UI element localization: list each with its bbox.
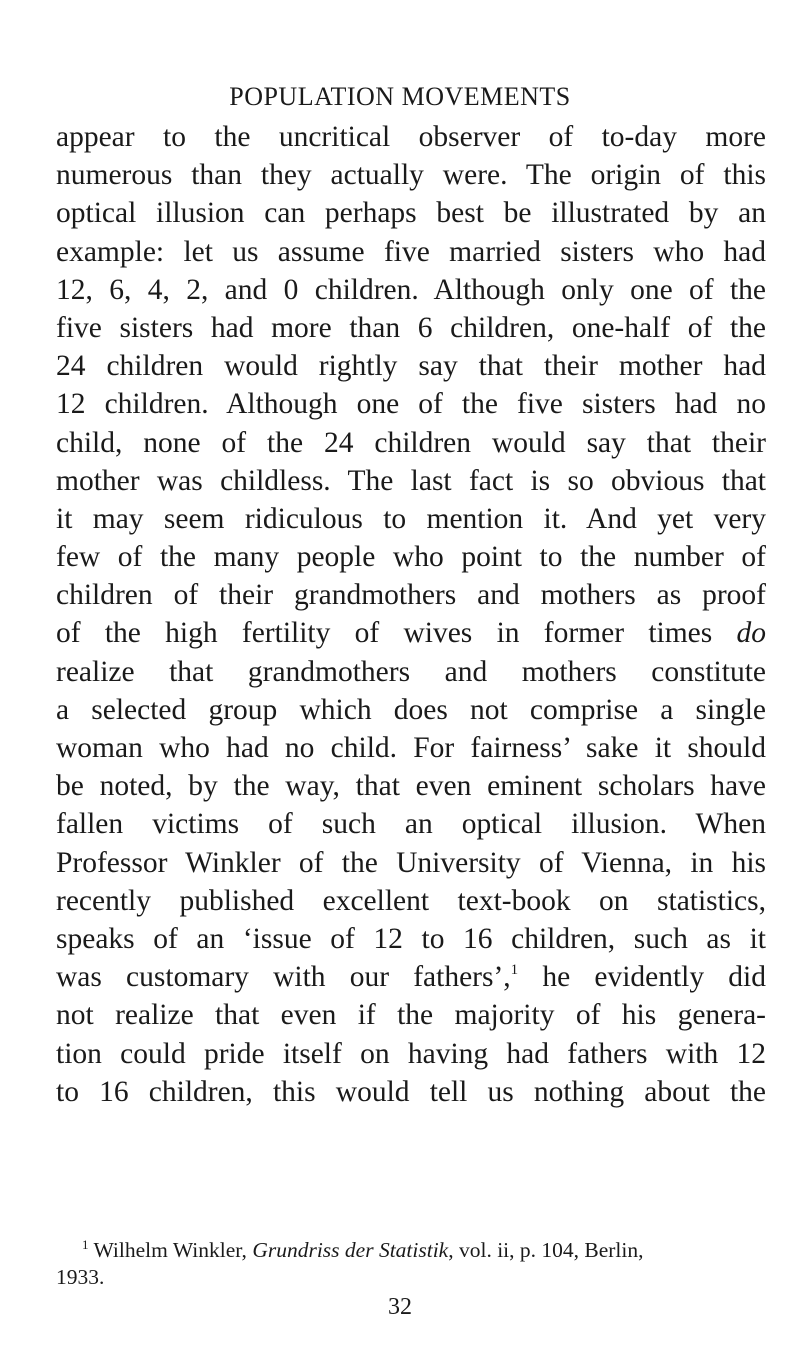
running-head: POPULATION MOVEMENTS	[229, 82, 571, 111]
text-line: fallen victims of such an optical illusion. When	[56, 808, 766, 841]
text-line: recently published excellent text-book on statistics,	[56, 884, 766, 917]
page-number: 32	[388, 1294, 412, 1320]
text-line: appear to the uncritical observer of to-day more	[56, 121, 766, 153]
text-line: be noted, by the way, that even eminent scholars have	[56, 770, 766, 803]
text-line: to 16 children, this would tell us nothing about the	[56, 1075, 766, 1108]
text-line: 12 children. Although one of the five sisters had no	[56, 388, 766, 421]
text-line: numerous than they actually were. The origin of this	[56, 159, 766, 192]
footnote	[56, 1237, 766, 1291]
text-line: children of their grandmothers and mothers as proof	[56, 579, 766, 612]
text-line: speaks of an ‘issue of 12 to 16 children, such as it	[56, 922, 766, 955]
text-line: Professor Winkler of the University of Vienna, in his	[56, 846, 766, 879]
text-line: five sisters had more than 6 children, one-half of the	[56, 311, 766, 344]
body-paragraph	[56, 118, 766, 1111]
text-segment: of the high fertility of wives in former times	[56, 617, 713, 650]
text-line: it may seem ridiculous to mention it. And yet very	[56, 502, 766, 535]
text-line: example: let us assume five married sisters who had	[56, 235, 766, 268]
text-line: a selected group which does not comprise a single	[56, 693, 766, 726]
text-line: child, none of the 24 children would say that their	[56, 426, 766, 459]
footnote-line	[56, 1237, 766, 1264]
text-segment: was customary with our fathers’,	[56, 961, 511, 994]
text-line: woman who had no child. For fairness’ sake it should	[56, 732, 766, 764]
text-line: 24 children would rightly say that their mother had	[56, 350, 766, 383]
text-segment: he evidently did	[518, 961, 766, 994]
footnote-book-title: Grundriss der Statistik	[252, 1238, 449, 1262]
text-line: mother was childless. The last fact is so obvious that	[56, 464, 766, 497]
footnote-marker: 1	[82, 1237, 89, 1252]
footnote-reference[interactable]: 1	[510, 962, 519, 979]
footnote-year: 1933.	[56, 1265, 105, 1289]
text-line: optical illusion can perhaps best be illustrated by an	[56, 197, 766, 230]
footnote-author: Wilhelm Winkler,	[88, 1238, 253, 1262]
text-line-with-italic	[56, 614, 766, 652]
footnote-citation: , vol. ii, p. 104, Berlin,	[448, 1238, 644, 1262]
text-line-with-footnote-ref	[56, 958, 766, 996]
text-line: not realize that even if the majority of his genera-	[56, 999, 766, 1032]
text-line: tion could pride itself on having had fathers with 12	[56, 1037, 766, 1070]
text-line: realize that grandmothers and mothers constitute	[56, 655, 766, 688]
text-line: 12, 6, 4, 2, and 0 children. Although only one of the	[56, 273, 766, 306]
text-line: few of the many people who point to the number of	[56, 541, 766, 574]
italic-emphasis: do	[736, 617, 767, 650]
